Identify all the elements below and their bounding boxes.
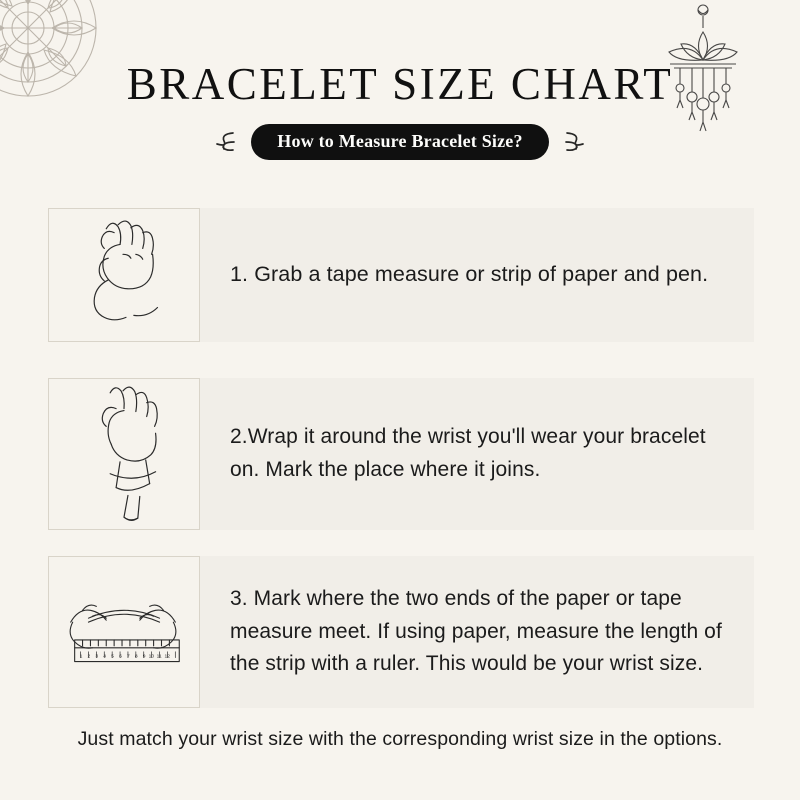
step-text-3: 3. Mark where the two ends of the paper or tape measure meet. If using paper, measure the length of the strip with a ruler. This would be your wrist size. — [230, 587, 722, 676]
svg-text:12: 12 — [164, 654, 170, 660]
svg-text:11: 11 — [156, 654, 162, 660]
svg-text:4: 4 — [103, 654, 107, 660]
svg-text:10: 10 — [148, 654, 155, 660]
hand-fist-illustration — [48, 208, 200, 342]
step-text-1: 1. Grab a tape measure or strip of paper and pen. — [230, 262, 709, 287]
step-row-1 — [48, 208, 754, 342]
svg-text:3: 3 — [95, 654, 99, 660]
page-title: BRACELET SIZE CHART — [126, 59, 674, 109]
svg-text:5: 5 — [111, 654, 114, 660]
svg-text:1: 1 — [79, 654, 83, 660]
svg-text:7: 7 — [126, 654, 130, 660]
svg-text:8: 8 — [134, 654, 138, 660]
subtitle-pill: How to Measure Bracelet Size? — [251, 124, 548, 160]
step-text-2: 2.Wrap it around the wrist you'll wear your bracelet on. Mark the place where it joins. — [230, 425, 706, 481]
hands-measuring-strip-with-ruler-illustration — [48, 556, 200, 708]
svg-text:9: 9 — [142, 654, 146, 660]
flourish-icon — [213, 129, 239, 155]
hand-with-tape-around-wrist-illustration — [48, 378, 200, 530]
step-row-3 — [48, 556, 754, 708]
step-row-2 — [48, 378, 754, 530]
footer-note: Just match your wrist size with the corresponding wrist size in the options. — [77, 728, 723, 750]
svg-text:6: 6 — [119, 654, 122, 660]
flourish-icon — [561, 129, 587, 155]
subtitle-row — [0, 124, 800, 160]
svg-text:2: 2 — [87, 654, 91, 660]
